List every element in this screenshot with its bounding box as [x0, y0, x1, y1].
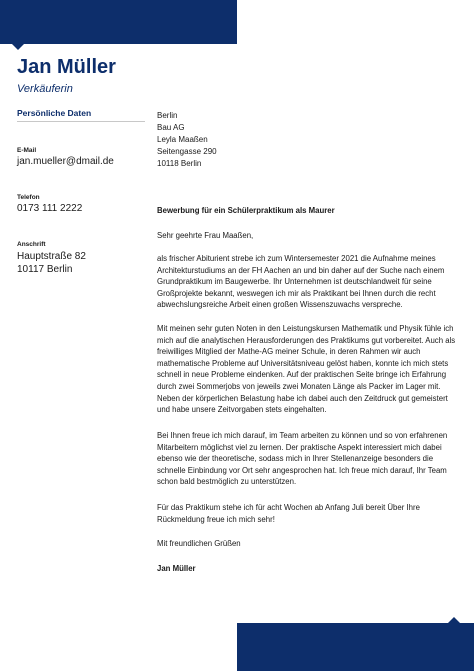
phone-value: 0173 111 2222: [17, 203, 83, 214]
address-label: Anschrift: [17, 241, 46, 248]
letter-paragraph-4: [157, 502, 459, 525]
recipient-line: Leyla Maaßen: [157, 135, 208, 144]
header-accent-bar: [0, 0, 237, 44]
applicant-job-title: Verkäuferin: [17, 83, 73, 95]
address-street: Hauptstraße 82: [17, 251, 86, 262]
phone-label: Telefon: [17, 194, 40, 201]
recipient-line: Bau AG: [157, 123, 185, 132]
applicant-name: Jan Müller: [17, 56, 116, 78]
letter-closing: [157, 538, 459, 550]
letter-paragraph-2: [157, 323, 459, 416]
header-accent-notch: [12, 44, 24, 50]
address-city: 10117 Berlin: [17, 264, 73, 275]
paragraph-text: Mit meinen sehr guten Noten in den Leistungskursen Mathematik und Physik fühle ich mich auf die analytischen Herausforderungen des Praktikums gut vorbereitet. Auch als freiwilliges Mitglied der Mathe-AG meiner Schule, in deren Rahmen wir auch mathematische Probleme auf Universitätsniveau gelöst haben, konnte ich mich stets schnell in neue Probleme eindenken. Auf der praktischen Seite bringe ich Erfahrung durch zwei Sommerjobs von jeweils zwei Monaten Länge als Packer im Lager mit. Neben der körperlichen Belastung habe ich dabei auch den Zeitdruck gut gemeistert und habe unsere Zeitvorgaben stets eingehalten.: [157, 324, 456, 415]
footer-accent-bar: [237, 623, 474, 671]
paragraph-text: als frischer Abiturient strebe ich zum Wintersemester 2021 die Aufnahme meines Architekturstudiums an der FH Aachen an und bin daher auf der Suche nach einem Grundpraktikum im Baugewerbe. Ihr Unternehmen ist deutschlandweit für seine Großprojekte bekannt, weswegen ich mir als Praktikant bei Ihnen durch die recht abwechslungsreiche Arbeit einen großen Wissenszuwachs verspreche.: [157, 254, 445, 310]
salutation-text: Sehr geehrte Frau Maaßen,: [157, 231, 254, 240]
letter-subject: Bewerbung für ein Schülerpraktikum als Maurer: [157, 206, 335, 215]
letter-salutation: [157, 230, 459, 242]
recipient-line: 10118 Berlin: [157, 159, 202, 168]
recipient-line: Berlin: [157, 111, 178, 120]
section-divider: [17, 121, 145, 122]
recipient-line: Seitengasse 290: [157, 147, 217, 156]
paragraph-text: Bei Ihnen freue ich mich darauf, im Team arbeiten zu können und so von erfahrenen Mitarbeitern möglichst viel zu lernen. Der praktische Aspekt interessiert mich dabei ebenso wie der theoretische, sodass mich in Ihrer Stellenanzeige besonders die schnelle Einbindung vor Ort sehr angesprochen hat. Ich freue mich darauf, Ihr Team schon bald bestmöglich zu unterstützen.: [157, 431, 448, 487]
letter-paragraph-3: [157, 430, 459, 488]
letter-signature: Jan Müller: [157, 564, 196, 573]
recipient-address: [157, 110, 217, 170]
paragraph-text: Für das Praktikum stehe ich für acht Wochen ab Anfang Juli bereit Über Ihre Rückmeldung freue ich mich sehr!: [157, 503, 420, 524]
email-label: E-Mail: [17, 147, 37, 154]
letter-paragraph-1: [157, 253, 459, 311]
email-value: jan.mueller@dmail.de: [17, 156, 114, 167]
closing-text: Mit freundlichen Grüßen: [157, 539, 241, 548]
personal-data-heading: Persönliche Daten: [17, 108, 92, 118]
